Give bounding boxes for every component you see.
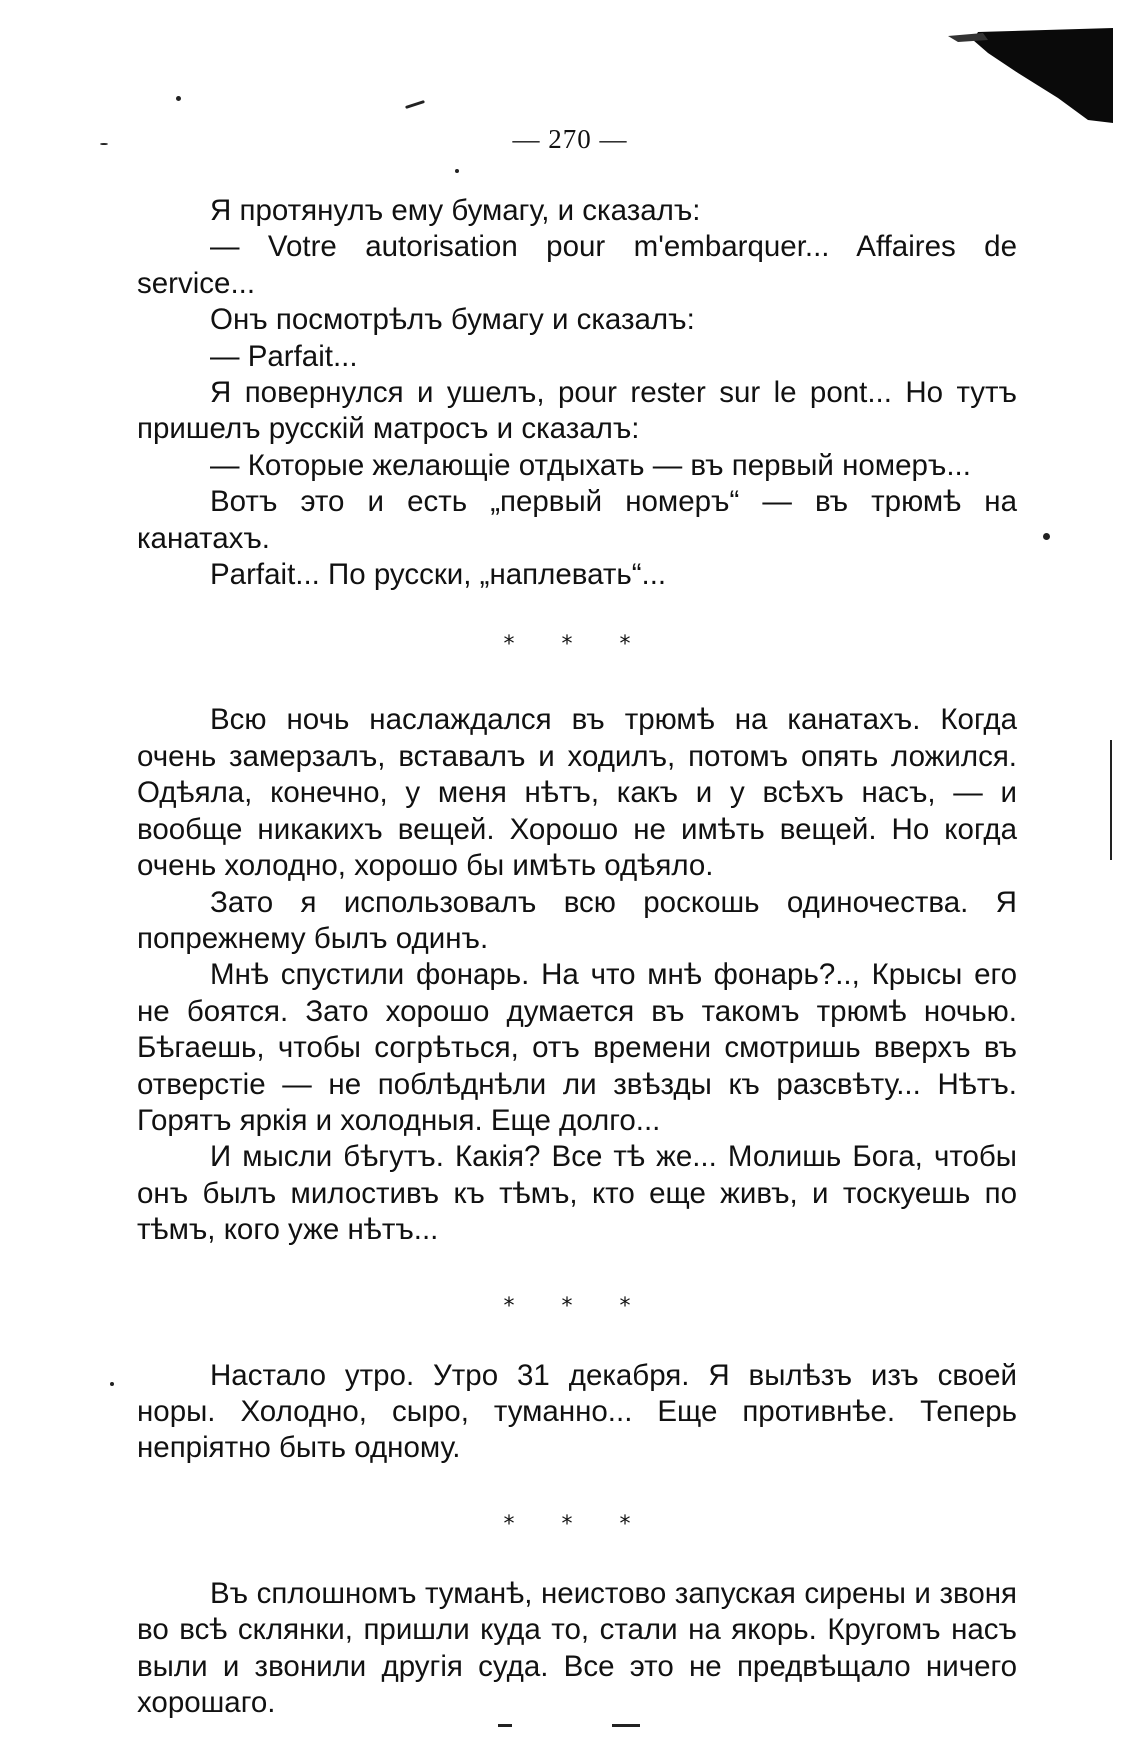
paragraph: Настало утро. Утро 31 декабря. Я вылѣзъ изъ своей норы. Холодно, сыро, туманно... Еще противнѣе. Теперь непріятно быть одному. — [137, 1358, 1017, 1465]
page-text — [137, 193, 1017, 1721]
scan-speck — [1110, 740, 1112, 860]
paragraph: Вотъ это и есть „первый номеръ“ — въ трюмѣ на канатахъ. — [137, 485, 1017, 555]
paragraph: Всю ночь наслаждался въ трюмѣ на канатахъ. Когда очень замерзалъ, вставалъ и ходилъ, потомъ опять ложился. Одѣяла, конечно, у меня нѣтъ, какъ и у всѣхъ насъ, — и вообще никакихъ вещей. Хорошо не имѣть вещей. Но когда очень холодно, хорошо бы имѣть одѣяло. — [137, 703, 1017, 883]
paragraph: Я протянулъ ему бумагу, и сказалъ: — [210, 194, 701, 227]
section-separator — [137, 593, 1017, 702]
paragraph: — Parfait... — [210, 339, 358, 373]
paragraph: Зато я использовалъ всю роскошь одиночества. Я попрежнему былъ одинъ. — [137, 885, 1017, 955]
paragraph: Мнѣ спустили фонарь. На что мнѣ фонарь?.., Крысы его не боятся. Зато хорошо думается въ такомъ трюмѣ ночью. Бѣгаешь, чтобы согрѣться, отъ времени смотришь вверхъ въ отверстіе — не поблѣднѣли ли звѣзды къ разсвѣту... Нѣтъ. Горятъ яркія и холодныя. Еще долго... — [137, 958, 1017, 1137]
asterism: * * * — [503, 632, 651, 658]
scan-speck — [455, 169, 459, 173]
scan-speck — [110, 1382, 114, 1386]
paragraph: — Votre autorisation pour m'embarquer... Affaires de service... — [137, 230, 1017, 300]
scan-bottom-mark — [498, 1724, 512, 1727]
scan-corner-artifact — [888, 28, 1113, 123]
paragraph: И мысли бѣгутъ. Какія? Все тѣ же... Молишь Бога, чтобы онъ былъ милостивъ къ тѣмъ, кто еще живъ, и тоскуешь по тѣмъ, кого уже нѣтъ... — [137, 1140, 1017, 1247]
asterism: * * * — [503, 1293, 651, 1319]
page-number: — 270 — — [512, 124, 628, 154]
asterism: * * * — [503, 1511, 651, 1537]
scan-speck — [1043, 533, 1050, 540]
scan-bottom-mark — [612, 1724, 640, 1727]
section-separator — [137, 1467, 1017, 1576]
section-separator — [137, 1249, 1017, 1358]
paragraph: Parfait... По русски, „наплевать“... — [210, 558, 667, 592]
paragraph: Въ сплошномъ туманѣ, неистово запуская сирены и звоня во всѣ склянки, пришли куда то, стали на якорь. Кругомъ насъ выли и звонили другія суда. Все это не предвѣщало ничего хорошаго. — [137, 1576, 1017, 1719]
paragraph: Я повернулся и ушелъ, pour rester sur le pont... Но тутъ пришелъ русскій матросъ и сказалъ: — [137, 376, 1017, 446]
paragraph: Онъ посмотрѣлъ бумагу и сказалъ: — [210, 303, 695, 337]
scan-speck — [405, 100, 425, 109]
paragraph: — Которые желающіе отдыхать — въ первый номеръ... — [210, 448, 971, 482]
scan-speck — [176, 96, 181, 101]
